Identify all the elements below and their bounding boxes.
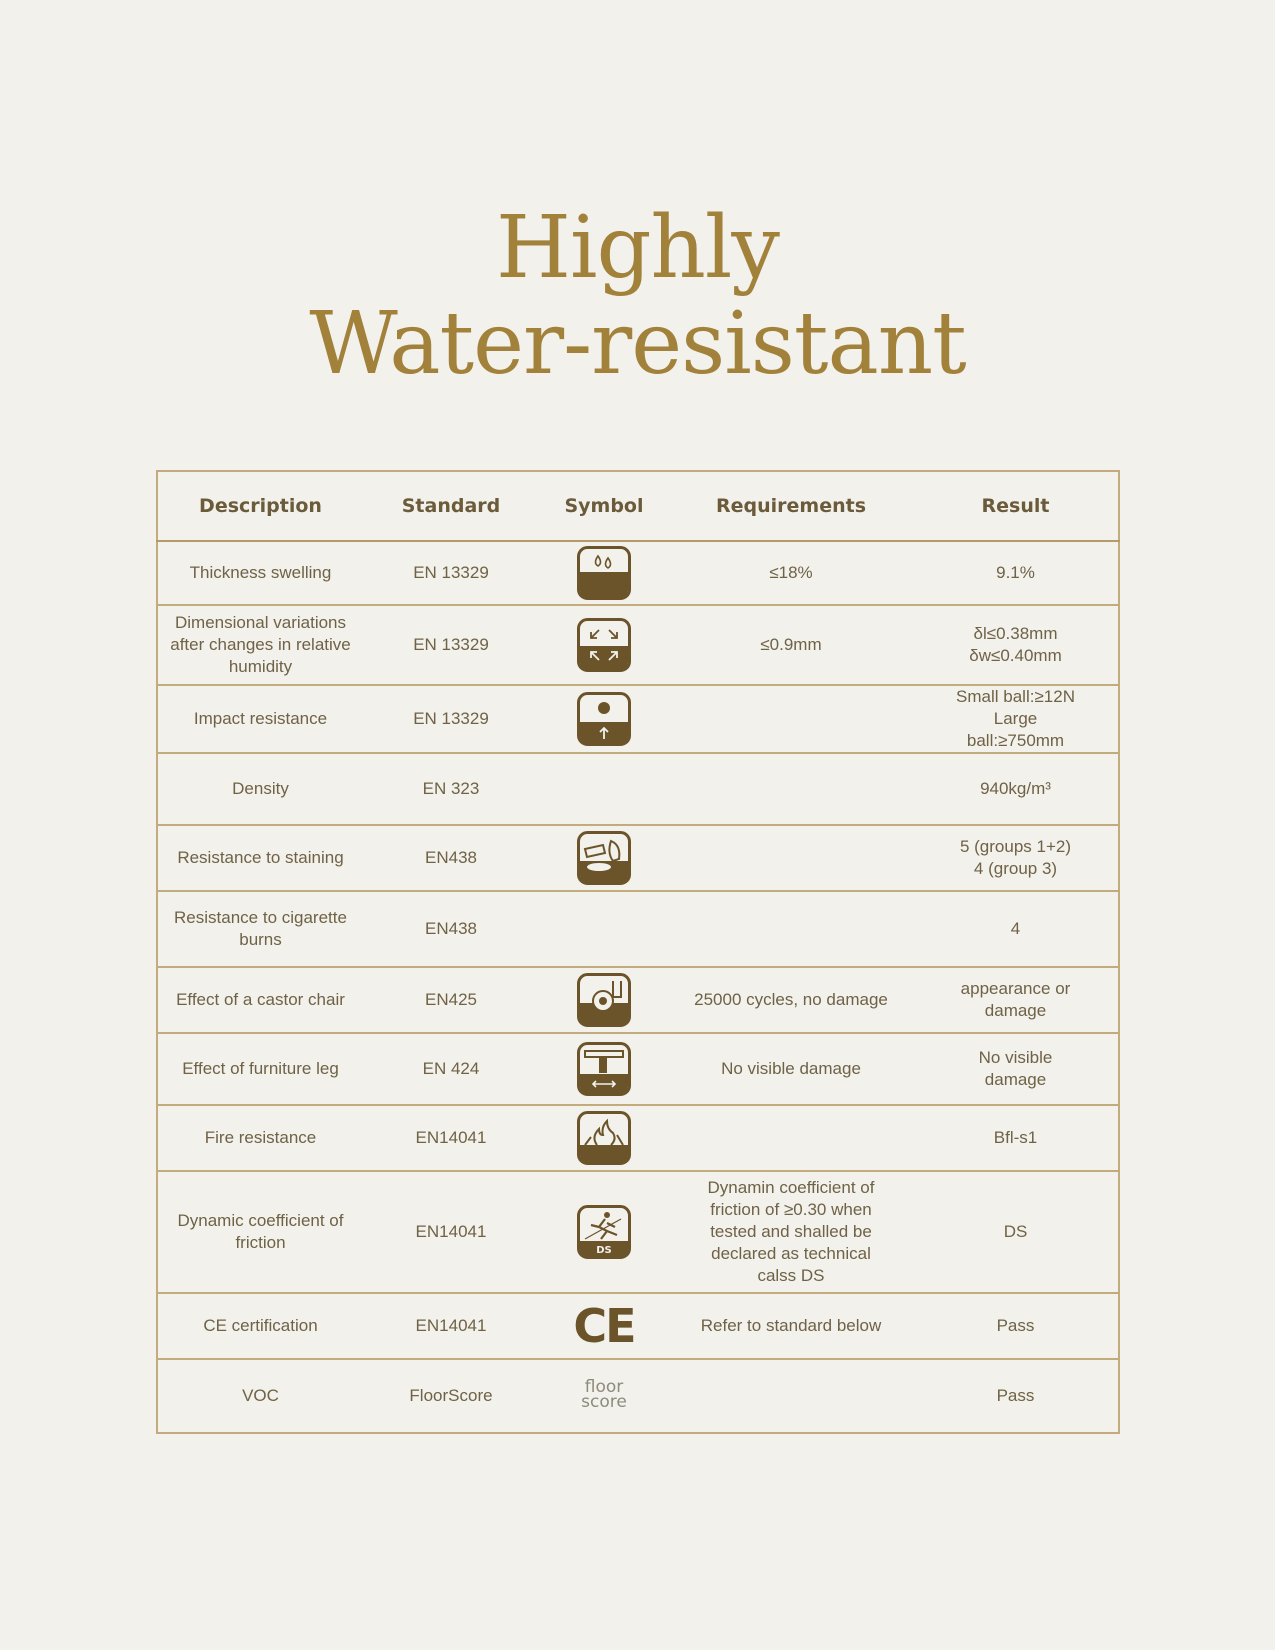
header-description: Description: [157, 471, 363, 541]
table-row: [157, 685, 1119, 753]
table-row: [157, 1171, 1119, 1293]
result-line: δl≤0.38mm: [973, 624, 1058, 643]
header-requirements: Requirements: [669, 471, 913, 541]
table-row: [157, 1033, 1119, 1105]
table-row: [157, 825, 1119, 891]
requirement-cell: [669, 685, 913, 753]
result-cell: [913, 967, 1119, 1033]
symbol-cell: [539, 1105, 669, 1171]
description-cell: VOC: [242, 1386, 279, 1405]
result-cell: [913, 1359, 1119, 1433]
requirement-cell: ≤0.9mm: [669, 605, 913, 685]
result-cell: [913, 1171, 1119, 1293]
page-title: [0, 200, 1275, 392]
requirement-cell: [669, 753, 913, 825]
header-standard: Standard: [363, 471, 539, 541]
result-line: Pass: [996, 1386, 1035, 1405]
result-line: Small ball:≥12N: [956, 687, 1075, 706]
symbol-cell: [539, 685, 669, 753]
standard-cell: EN 13329: [363, 541, 539, 605]
title-line-2: Water-resistant: [309, 294, 966, 394]
result-line: 4: [1010, 919, 1021, 938]
standard-cell: EN438: [363, 825, 539, 891]
result-line: 940kg/m³: [980, 779, 1051, 798]
floorscore-logo-icon: [581, 1376, 627, 1412]
requirement-cell: [669, 1105, 913, 1171]
table-row: [157, 1293, 1119, 1359]
description-cell: Density: [157, 753, 363, 825]
description-cell: Effect of furniture leg: [157, 1033, 363, 1105]
result-cell: [913, 1105, 1119, 1171]
fire-icon: [577, 1111, 631, 1165]
result-line: DS: [1003, 1222, 1028, 1241]
description-cell: Resistance to cigarette burns: [157, 891, 363, 967]
ce-mark-icon: CE: [573, 1299, 635, 1353]
ds-label: DS: [596, 1245, 612, 1256]
symbol-cell: [539, 605, 669, 685]
description-cell: Impact resistance: [157, 685, 363, 753]
result-line: δw≤0.40mm: [969, 646, 1062, 665]
result-cell: [913, 753, 1119, 825]
standard-cell: FloorScore: [409, 1386, 493, 1405]
requirement-cell: ≤18%: [669, 541, 913, 605]
symbol-cell: [539, 825, 669, 891]
header-symbol: Symbol: [539, 471, 669, 541]
table-row: [157, 541, 1119, 605]
title-line-1: Highly: [495, 198, 780, 298]
result-cell: [913, 605, 1119, 685]
standard-cell: EN425: [363, 967, 539, 1033]
standard-cell: EN 424: [363, 1033, 539, 1105]
impact-ball-icon: [577, 692, 631, 746]
castor-chair-icon: [577, 973, 631, 1027]
result-cell: [913, 685, 1119, 753]
symbol-cell: [539, 1293, 669, 1359]
specification-table: [156, 470, 1120, 1434]
result-line: 4 (group 3): [973, 859, 1058, 878]
requirement-cell: Dynamin coefficient of friction of ≥0.30 when tested and shalled be declared as technical calss DS: [669, 1171, 913, 1293]
result-line: Pass: [996, 1316, 1035, 1335]
result-cell: [913, 1033, 1119, 1105]
requirement-cell: [669, 891, 913, 967]
symbol-cell: [539, 967, 669, 1033]
result-line: damage: [984, 1001, 1047, 1020]
requirement-cell: [669, 1359, 913, 1433]
standard-cell: EN 13329: [363, 685, 539, 753]
water-drops-icon: [577, 546, 631, 600]
table-row: [157, 967, 1119, 1033]
table-header-row: [157, 471, 1119, 541]
symbol-cell: [539, 1033, 669, 1105]
description-cell: Resistance to staining: [157, 825, 363, 891]
description-cell: CE certification: [157, 1293, 363, 1359]
symbol-cell: [539, 541, 669, 605]
header-result: Result: [913, 471, 1119, 541]
dimension-arrows-icon: [577, 618, 631, 672]
symbol-cell: [539, 753, 669, 825]
description-cell: Dimensional variations after changes in relative humidity: [157, 605, 363, 685]
symbol-cell: [539, 1171, 669, 1293]
description-cell: Thickness swelling: [157, 541, 363, 605]
description-cell: Fire resistance: [157, 1105, 363, 1171]
result-cell: [913, 825, 1119, 891]
furniture-leg-icon: [577, 1042, 631, 1096]
standard-cell: EN14041: [363, 1105, 539, 1171]
result-line: damage: [984, 1070, 1047, 1089]
table-row: [157, 1359, 1119, 1433]
result-line: ball:≥750mm: [966, 731, 1065, 750]
result-cell: [913, 541, 1119, 605]
table-row: [157, 891, 1119, 967]
standard-cell: EN438: [363, 891, 539, 967]
standard-cell: EN 13329: [363, 605, 539, 685]
result-line: Bfl-s1: [993, 1128, 1038, 1147]
requirement-cell: No visible damage: [669, 1033, 913, 1105]
standard-cell: EN14041: [363, 1293, 539, 1359]
floorscore-bottom: score: [581, 1391, 627, 1412]
description-cell: Dynamic coefficient of friction: [157, 1171, 363, 1293]
table-row: [157, 1105, 1119, 1171]
slip-ds-icon: [577, 1205, 631, 1259]
result-line: appearance or: [960, 979, 1071, 998]
requirement-cell: 25000 cycles, no damage: [669, 967, 913, 1033]
description-cell: Effect of a castor chair: [157, 967, 363, 1033]
symbol-cell: [539, 1359, 669, 1433]
requirement-cell: Refer to standard below: [669, 1293, 913, 1359]
table-row: [157, 753, 1119, 825]
requirement-cell: [669, 825, 913, 891]
result-cell: [913, 1293, 1119, 1359]
stain-icon: [577, 831, 631, 885]
table-row: [157, 605, 1119, 685]
result-line: 9.1%: [996, 563, 1035, 582]
result-cell: [913, 891, 1119, 967]
result-line: Large: [993, 709, 1038, 728]
standard-cell: EN 323: [363, 753, 539, 825]
standard-cell: EN14041: [363, 1171, 539, 1293]
result-line: 5 (groups 1+2): [959, 837, 1072, 856]
symbol-cell: [539, 891, 669, 967]
floorscore-top: floor: [584, 1376, 624, 1397]
result-line: No visible: [978, 1048, 1053, 1067]
